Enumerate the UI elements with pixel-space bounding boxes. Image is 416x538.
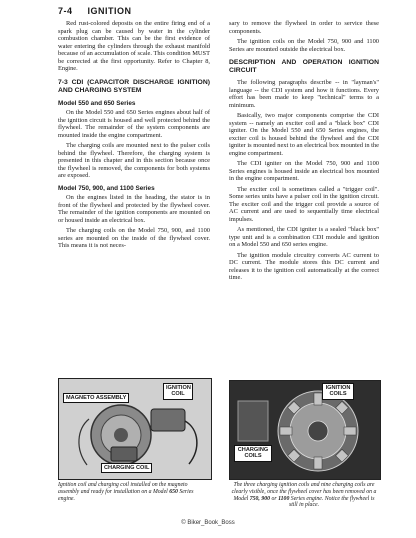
caption-text: or xyxy=(270,495,279,502)
caption-left xyxy=(58,482,210,502)
caption-text: Series engine. xyxy=(58,488,194,502)
label-ignition-coils: IGNITION COILS xyxy=(322,383,354,400)
section-heading-description: DESCRIPTION AND OPERATION IGNITION CIRCUIT xyxy=(229,59,379,74)
section-heading-cdi: 7-3 CDI (CAPACITOR DISCHARGE IGNITION) AND CHARGING SYSTEM xyxy=(58,78,210,94)
caption-model: 650 xyxy=(169,488,178,495)
page-header xyxy=(58,6,132,16)
paragraph: On the engines listed in the heading, the stator is in front of the flywheel and protected by the flywheel cover. The remainder of the ignition components are mounted on or housed inside an electrical box. xyxy=(58,194,210,224)
paragraph: The charging coils are mounted next to the pulser coils behind the flywheel. Therefore, the charging system is presented in this chapter and in this section because once the flywheel is removed, the components for both systems are exposed. xyxy=(58,142,210,179)
paragraph: As mentioned, the CDI igniter is a sealed "black box" type unit and is a combination CDI module and ignition on a Model 550 and 650 series engine. xyxy=(229,226,379,248)
paragraph: The ignition module circuitry converts AC current to DC current. The module stores this DC current and releases it to the ignition coil automatically at the correct time. xyxy=(229,251,379,281)
paragraph: The charging coils on the Model 750, 900, and 1100 series are mounted on the inside of the flywheel cover. This means it is not neces- xyxy=(58,227,210,249)
label-magneto-assembly: MAGNETO ASSEMBLY xyxy=(63,393,129,403)
paragraph: The following paragraphs describe -- in "layman's" language -- the CDI system and how it functions. Every effort has been made to keep "technical" terms to a minimum. xyxy=(229,79,379,109)
paragraph: sary to remove the flywheel in order to service these components. xyxy=(229,20,379,35)
label-ignition-coil: IGNITION COIL xyxy=(163,383,193,400)
caption-text: Ignition coil and charging coil installed on the magneto assembly and ready for installation on a Model xyxy=(58,482,188,495)
photo-magneto-assembly xyxy=(58,378,212,480)
subheading-550-650: Model 550 and 650 Series xyxy=(58,99,136,107)
caption-model: 750, 900 xyxy=(249,495,271,502)
intro-paragraph: Red rust-colored deposits on the entire firing end of a spark plug can be caused by water in the cylinder combustion chamber. This can be the first evidence of water entering the cylinders through the exhaust manifold because of an accumulation of scale. This condition MUST be corrected at the first opportunity. Refer to Chapter 8, Engine. xyxy=(58,20,210,72)
subheading-750-900-1100: Model 750, 900, and 1100 Series xyxy=(58,184,155,192)
paragraph: On the Model 550 and 650 Series engines about half of the ignition circuit is housed and well protected behind the flywheel. The remainder of the system components are mounted inside the engine compartment. xyxy=(58,109,210,139)
section-title: IGNITION xyxy=(87,6,132,16)
page-number: 7-4 xyxy=(58,6,73,16)
paragraph: The exciter coil is sometimes called a "trigger coil". Some series units have a pulser coil in the ignition circuit. The exciter coil and the trigger coil provide a source of AC current and are used to sequentially time electrical impulses. xyxy=(229,185,379,223)
right-column xyxy=(229,20,379,285)
footer-watermark: © Biker_Book_Boss xyxy=(181,520,235,526)
caption-right xyxy=(229,482,379,509)
caption-text: The three charging ignition coils and nine charging coils are clearly visible, once the flywheel cover has been removed on a Model xyxy=(231,482,377,502)
caption-model: 1100 xyxy=(278,495,290,502)
paragraph: The ignition coils on the Model 750, 900 and 1100 Series are mounted outside the electrical box. xyxy=(229,38,379,53)
label-charging-coils: CHARGING COILS xyxy=(234,445,272,462)
paragraph: The CDI igniter on the Model 750, 900 and 1100 Series engines is housed inside an electrical box mounted in the engine compartment. xyxy=(229,160,379,182)
caption-text: Series engine. Notice the flywheel is still in place. xyxy=(288,495,375,509)
left-column xyxy=(58,20,210,253)
paragraph: Basically, two major components comprise the CDI system -- namely an exciter coil and a "black box" CDI igniter. On the Model 550 and 650 Series engines, the exciter coil is housed behind the flywheel and the CDI igniter is mounted next to an electrical box mounted in the engine compartment. xyxy=(229,112,379,157)
photo-flywheel-cover-removed xyxy=(229,380,381,480)
label-charging-coil: CHARGING COIL xyxy=(101,463,152,473)
stator-illustration xyxy=(230,381,380,479)
